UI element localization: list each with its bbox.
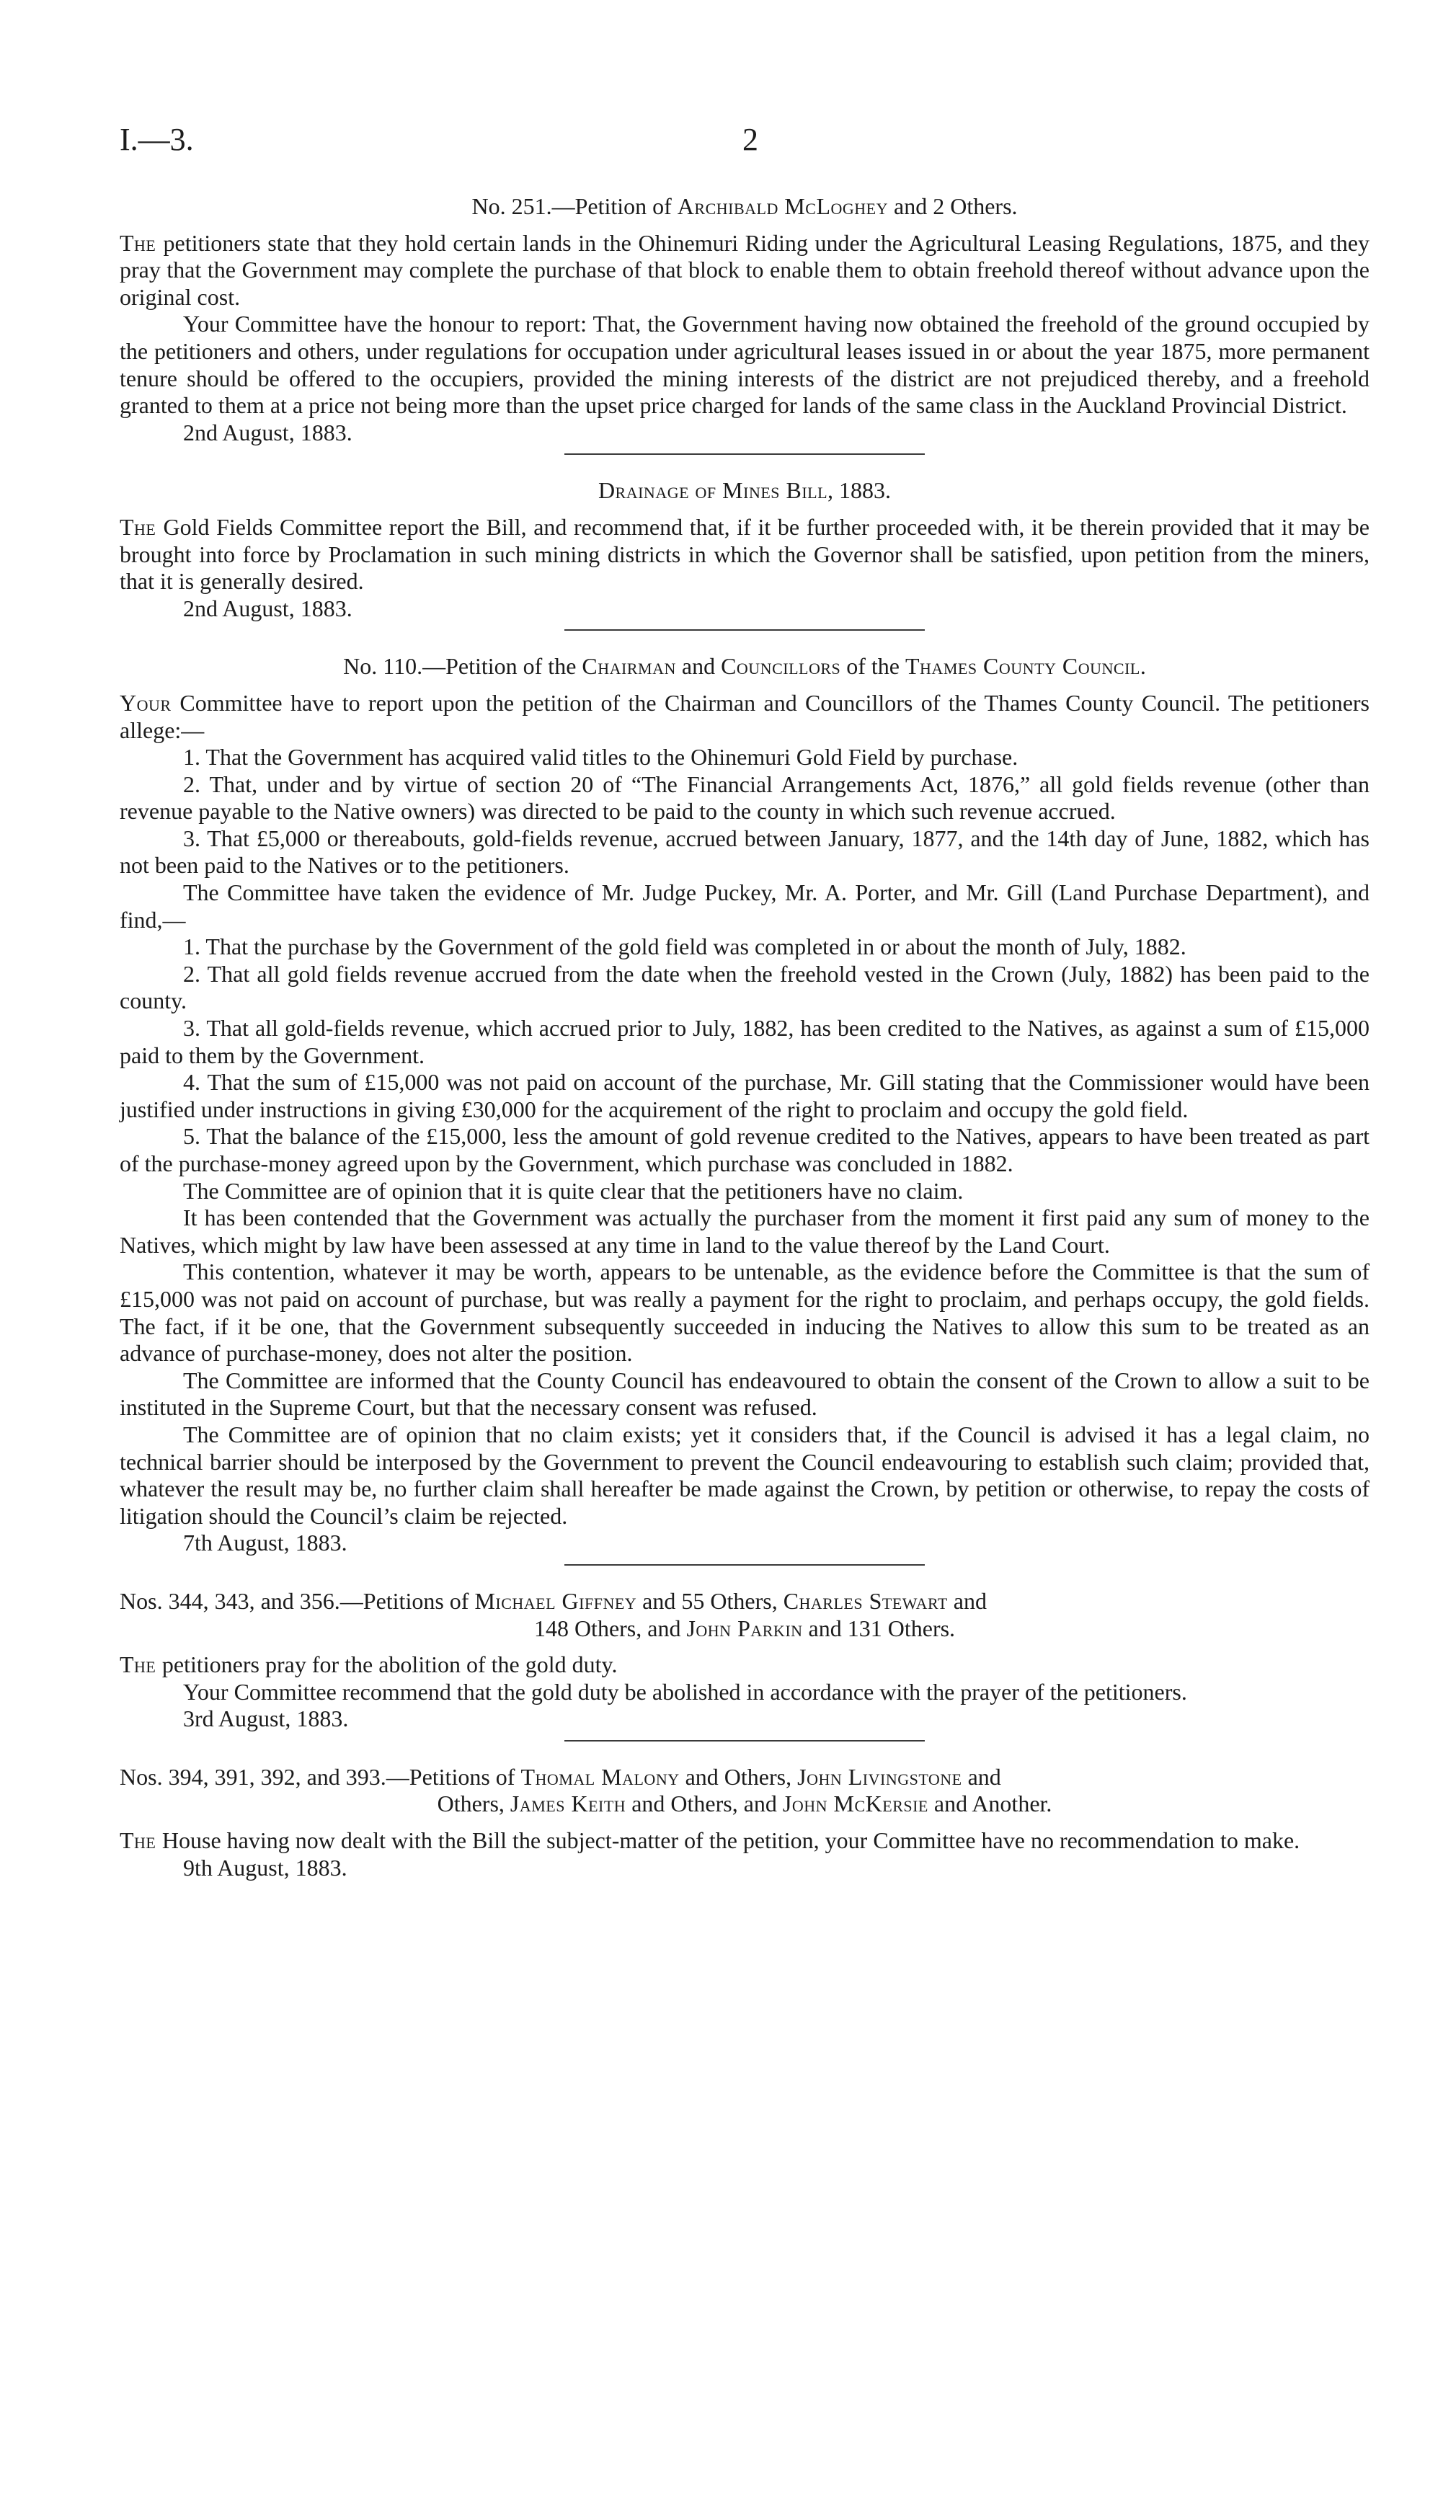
paragraph [120, 514, 1370, 595]
section-title-part: John Parkin [686, 1615, 803, 1641]
section-title-part: Thames County Council [905, 653, 1140, 680]
section-title-part: , 1883. [827, 477, 892, 504]
paragraph [120, 1367, 1370, 1421]
page-number: 2 [742, 122, 758, 157]
paragraph [120, 961, 1370, 1015]
section-title-part: No. 110.—Petition of the [343, 653, 582, 680]
report-date: 9th August, 1883. [183, 1854, 347, 1881]
paragraph-text: The Committee are of opinion that it is quite clear that the petitioners have no claim. [183, 1177, 964, 1204]
paragraph-text: It has been contended that the Government was actually the purchaser from the moment it first paid any sum of money to the Natives, which might by law have been assessed at any time in land to the value thereof by the Land Court. [120, 1204, 1370, 1258]
section-title [120, 1764, 1370, 1818]
paragraph-text: 2. That all gold fields revenue accrued from the date when the freehold vested in the Crown (July, 1882) has been paid to the county. [120, 960, 1370, 1014]
paragraph-text: 1. That the Government has acquired valid titles to the Ohinemuri Gold Field by purchase. [183, 744, 1018, 771]
paragraph [120, 1204, 1370, 1259]
paragraph-text: 4. That the sum of £15,000 was not paid on account of the purchase, Mr. Gill stating that the Commissioner would have been justified under instructions in giving £30,000 for the acquirement of the right to proclaim and occupy the gold field. [120, 1069, 1370, 1122]
paragraph-text: Committee have to report upon the petition of the Chairman and Councillors of the Thames County Council. The petitioners allege:— [120, 689, 1370, 743]
paragraph [120, 744, 1370, 771]
paragraph [120, 879, 1370, 933]
section-title-line [120, 1764, 1370, 1791]
paragraph-lead-word: The [120, 1651, 162, 1678]
section-divider [564, 1740, 925, 1742]
report-date: 7th August, 1883. [183, 1530, 347, 1556]
section-title-part: Archibald [677, 193, 778, 219]
paragraph-lead-word: The [120, 513, 164, 540]
paragraph [120, 1651, 1370, 1679]
section-title-part: and [675, 653, 722, 680]
section-title-part: and Others, and [626, 1791, 783, 1817]
paragraph-text: petitioners state that they hold certain lands in the Ohinemuri Riding under the Agricultural Leasing Regulations, 1875, and they pray that the Government may complete the purchase of that block to enable them to obtain freehold thereof without advance upon the original cost. [120, 229, 1370, 310]
section-title-part: Thomal Malony [520, 1763, 680, 1790]
section-title-part: Chairman [582, 653, 676, 680]
paragraph [120, 1259, 1370, 1367]
paragraph [120, 1178, 1370, 1205]
paragraph [120, 1015, 1370, 1069]
paragraph-text: 5. That the balance of the £15,000, less the amount of gold revenue credited to the Natives, appears to have been treated as part of the purchase-money agreed upon by the Government, which purchase was concluded in 1882. [120, 1123, 1370, 1176]
paragraph-text: House having now dealt with the Bill the subject-matter of the petition, your Committee have no recommendation to make. [161, 1827, 1300, 1854]
section-title-part: and 2 Others. [888, 193, 1018, 219]
document-reference: I.—3. [120, 122, 194, 157]
paragraph-text: The Committee have taken the evidence of Mr. Judge Puckey, Mr. A. Porter, and Mr. Gill (Land Purchase Department), and find,— [120, 879, 1370, 933]
paragraph-text: 3. That all gold-fields revenue, which accrued prior to July, 1882, has been credited to the Natives, as against a sum of £15,000 paid to them by the Government. [120, 1015, 1370, 1068]
section-divider [564, 1564, 925, 1566]
report-date: 2nd August, 1883. [183, 419, 352, 445]
section-title-part: No. 251.—Petition of [471, 193, 678, 219]
paragraph-text: The Committee are of opinion that no claim exists; yet it considers that, if the Council is advised it has a legal claim, no technical barrier should be interposed by the Government to prevent the Council endeavouring to establish such claim; provided that, whatever the result may be, no further claim shall hereafter be made against the Crown, by petition or otherwise, to repay the costs of litigation should the Council’s claim be rejected. [120, 1421, 1370, 1529]
section-title-part: Charles Stewart [783, 1587, 948, 1614]
paragraph-lead-word: The [120, 1827, 162, 1854]
section-title-part: and Others, [679, 1763, 798, 1790]
section-title-part: Nos. 344, 343, and 356.—Petitions of [120, 1587, 475, 1614]
paragraph-text: Your Committee have the honour to report: That, the Government having now obtained the freehold of the ground occupied by the petitioners and others, under regulations for occupation under agricultural leases issued in or about the year 1875, more permanent tenure should be offered to the occupiers, provided the mining interests of the district are not prejudiced thereby, and a freehold granted to them at a price not being more than the upset price charged for lands of the same class in the Auckland Provincial District. [120, 311, 1370, 419]
section-divider [564, 453, 925, 455]
paragraph [120, 771, 1370, 825]
paragraph [120, 230, 1370, 311]
section-4 [120, 1588, 1370, 1742]
document-body [120, 193, 1370, 1881]
paragraph [120, 825, 1370, 879]
paragraph-lead-word: The [120, 229, 164, 256]
paragraph-text: 3. That £5,000 or thereabouts, gold-fields revenue, accrued between January, 1877, and the 14th day of June, 1882, which has not been paid to the Natives or to the petitioners. [120, 825, 1370, 879]
paragraph [120, 690, 1370, 744]
section-title-part: and 131 Others. [802, 1615, 956, 1641]
paragraph-text: 1. That the purchase by the Government of the gold field was completed in or about the month of July, 1882. [183, 933, 1186, 960]
paragraph-text: petitioners pray for the abolition of the gold duty. [161, 1651, 618, 1678]
section-title-part: Others, [437, 1791, 510, 1817]
section-1 [120, 193, 1370, 455]
report-date: 2nd August, 1883. [183, 595, 352, 621]
paragraph-text: Gold Fields Committee report the Bill, and recommend that, if it be further proceeded with, it be therein provided that it may be brought into force by Proclamation in such mining districts in which the Governor shall be satisfied, upon petition from the miners, that it is generally desired. [120, 513, 1370, 595]
section-title-part: McLoghey [778, 193, 889, 219]
paragraph-text: 2. That, under and by virtue of section 20 of “The Financial Arrangements Act, 1876,” all gold fields revenue (other than revenue payable to the Native owners) was directed to be paid to the county in which such revenue accrued. [120, 771, 1370, 825]
paragraph [120, 311, 1370, 419]
paragraph [120, 1421, 1370, 1530]
paragraph [120, 1827, 1370, 1855]
paragraph [120, 1069, 1370, 1123]
section-title-part: Drainage of Mines Bill [598, 477, 828, 504]
paragraph [120, 1679, 1370, 1706]
section-3 [120, 653, 1370, 1566]
section-title-part: and 55 Others, [636, 1587, 784, 1614]
section-title-part: and Another. [928, 1791, 1052, 1817]
paragraph-lead-word: Your [120, 689, 180, 716]
section-title [120, 477, 1370, 505]
section-title-line [120, 1615, 1370, 1643]
paragraph [120, 1123, 1370, 1177]
section-title [120, 193, 1370, 221]
section-title-line [120, 1791, 1370, 1818]
section-title-part: John Livingstone [797, 1763, 962, 1790]
section-title-part: and [947, 1587, 987, 1614]
section-title-part: and [962, 1763, 1001, 1790]
section-title-part: 148 Others, and [533, 1615, 687, 1641]
section-title [120, 653, 1370, 680]
section-title-part: of the [840, 653, 905, 680]
section-5 [120, 1764, 1370, 1881]
report-date: 3rd August, 1883. [183, 1705, 349, 1732]
section-title [120, 1588, 1370, 1642]
section-divider [564, 629, 925, 631]
paragraph-text: The Committee are informed that the County Council has endeavoured to obtain the consent of the Crown to allow a suit to be instituted in the Supreme Court, but that the necessary consent was refused. [120, 1367, 1370, 1421]
section-title-part: Nos. 394, 391, 392, and 393.—Petitions of [120, 1763, 521, 1790]
section-title-part: James Keith [510, 1791, 626, 1817]
section-2 [120, 477, 1370, 631]
section-title-part: . [1140, 653, 1146, 680]
section-title-part: John McKersie [782, 1791, 928, 1817]
paragraph-text: This contention, whatever it may be worth, appears to be untenable, as the evidence before the Committee is that the sum of £15,000 was not paid on account of purchase, but was really a payment for the right to proclaim, and perhaps occupy, the gold fields. The fact, if it be one, that the Government subsequently succeeded in inducing the Natives to allow this sum to be treated as an advance of purchase-money, does not alter the position. [120, 1259, 1370, 1367]
section-title-line [120, 1588, 1370, 1615]
paragraph-text: Your Committee recommend that the gold duty be abolished in accordance with the prayer of the petitioners. [183, 1678, 1187, 1705]
section-title-part: Councillors [721, 653, 841, 680]
paragraph [120, 933, 1370, 961]
section-title-part: Michael Giffney [474, 1587, 637, 1614]
